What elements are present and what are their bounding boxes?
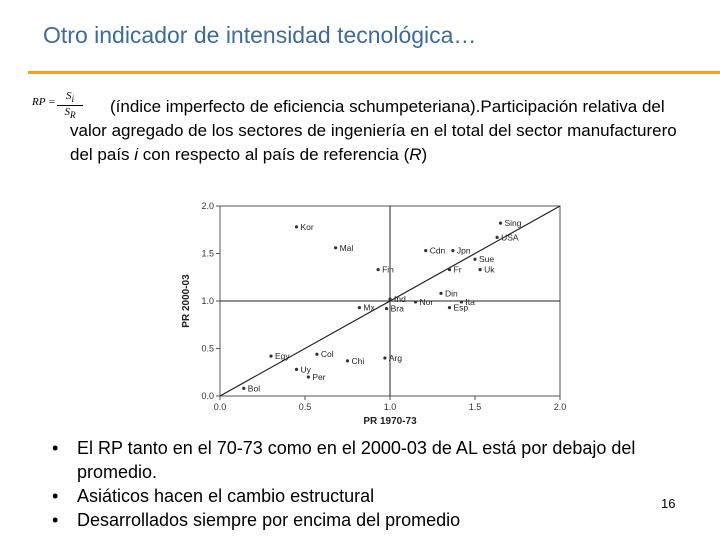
data-point — [448, 306, 451, 309]
denominator-symbol: S — [64, 106, 70, 119]
bullet-dot: • — [52, 438, 59, 458]
data-point — [307, 375, 310, 378]
scatter-chart-svg — [175, 196, 575, 432]
x-tick-label: 2.0 — [553, 402, 567, 412]
data-point — [295, 368, 298, 371]
data-point — [388, 298, 391, 301]
data-point-label: Kor — [300, 221, 314, 232]
title-underline — [28, 71, 720, 74]
data-point-label: Esp — [453, 302, 469, 313]
data-point-label: Nor — [419, 296, 434, 307]
data-point — [358, 306, 361, 309]
y-axis-title: PR 2000-03 — [181, 274, 192, 328]
data-point-label: Sing — [504, 218, 522, 229]
data-point — [479, 268, 482, 271]
data-point-label: Chi — [351, 355, 365, 366]
data-point-label: USA — [501, 232, 519, 243]
x-tick-label: 0.5 — [298, 402, 312, 412]
data-point — [451, 249, 454, 252]
numerator-subscript: i — [71, 94, 75, 105]
data-point-label: Fin — [382, 264, 394, 275]
data-point — [346, 359, 349, 362]
data-point — [334, 246, 337, 249]
bullet-text: Asiáticos hacen el cambio estructural — [77, 486, 375, 506]
data-point — [295, 225, 298, 228]
data-point — [383, 356, 386, 359]
bullet-item — [52, 484, 692, 508]
data-point-label: Egy — [275, 351, 290, 362]
data-point-label: Din — [445, 288, 458, 299]
bullet-dot: • — [52, 486, 59, 506]
y-tick-label: 0.5 — [201, 343, 214, 354]
denominator-subscript: R — [69, 110, 76, 121]
data-point-label: Bra — [390, 303, 404, 314]
data-point-label: Uk — [484, 264, 495, 275]
data-point — [315, 353, 318, 356]
scatter-chart — [175, 196, 575, 432]
slide-title: Otro indicador de intensidad tecnológica… — [43, 22, 477, 48]
y-tick-label: 1.5 — [201, 248, 214, 259]
x-tick-label: 1.0 — [383, 402, 397, 412]
y-tick-label: 0.0 — [201, 391, 214, 401]
bullet-text: El RP tanto en el 70-73 como en el 2000-03 de AL está por debajo del promedio. — [77, 438, 636, 482]
data-point-label: Mal — [339, 242, 354, 253]
data-point — [424, 249, 427, 252]
data-point-label: Cdn — [429, 245, 446, 256]
data-point-label: Col — [320, 349, 334, 360]
paragraph-text-3: ) — [421, 145, 428, 164]
formula-lhs: RP = — [32, 96, 56, 108]
data-point — [439, 292, 442, 295]
data-point-label: Mx — [363, 302, 375, 313]
bullet-item — [52, 508, 692, 532]
paragraph-italic-i: i — [134, 145, 139, 164]
data-point — [473, 258, 476, 261]
data-point — [242, 387, 245, 390]
description-paragraph — [70, 95, 690, 167]
data-point-label: Bol — [247, 383, 261, 394]
paragraph-text-2: con respecto al país de referencia ( — [138, 145, 410, 164]
data-point — [448, 268, 451, 271]
data-point — [496, 236, 499, 239]
data-point — [385, 307, 388, 310]
data-point-label: Ita — [465, 296, 475, 307]
data-point — [499, 222, 502, 225]
data-point-label: Per — [312, 372, 326, 382]
paragraph-text-1: (índice imperfecto de eficiencia schumpeteriana).Participación relativa del valor agregado de los sectores de ingeniería en el total del sector manufacturero del país — [70, 97, 677, 164]
bullet-item — [52, 436, 692, 484]
paragraph-italic-r: R — [409, 145, 422, 164]
data-point-label: Arg — [388, 353, 403, 363]
data-point — [414, 300, 417, 303]
data-point-label: Ind — [394, 294, 406, 305]
page-number: 16 — [661, 496, 676, 511]
x-axis-title: PR 1970-73 — [363, 416, 417, 427]
data-point-label: Uy — [300, 364, 311, 375]
y-tick-label: 1.0 — [201, 296, 214, 306]
data-point — [377, 268, 380, 271]
bullet-text: Desarrollados siempre por encima del promedio — [77, 510, 461, 530]
data-point-label: Jpn — [456, 245, 471, 256]
x-tick-label: 1.5 — [468, 402, 482, 412]
x-tick-label: 0.0 — [213, 402, 227, 412]
data-point — [269, 355, 272, 358]
bullet-list — [52, 436, 692, 532]
data-point-label: Fr — [453, 264, 462, 275]
data-point-label: Sue — [479, 254, 495, 265]
bullet-dot: • — [52, 510, 59, 530]
y-tick-label: 2.0 — [201, 201, 214, 211]
numerator-symbol: S — [65, 90, 72, 102]
